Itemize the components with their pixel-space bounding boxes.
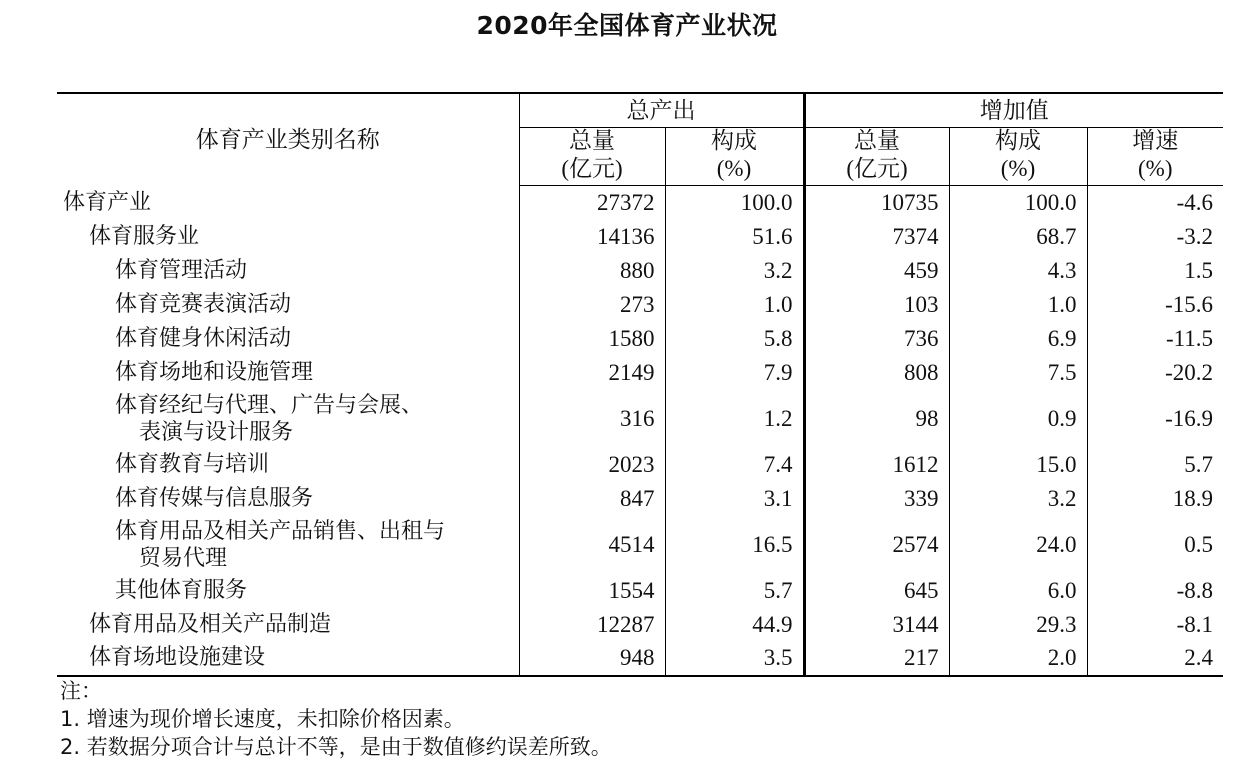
output-share: 5.8 xyxy=(665,322,804,356)
va-total: 339 xyxy=(804,482,949,516)
table-row xyxy=(57,574,1223,608)
va-total: 103 xyxy=(804,288,949,322)
table-row xyxy=(57,186,1223,220)
va-share: 1.0 xyxy=(949,288,1087,322)
page-title: 2020年全国体育产业状况 xyxy=(476,11,778,40)
output-total: 27372 xyxy=(597,189,655,215)
category-header: 体育产业类别名称 xyxy=(57,93,519,186)
va-total: 2574 xyxy=(804,516,949,574)
row-name: 体育健身休闲活动 xyxy=(57,322,519,356)
va-share: 68.7 xyxy=(949,220,1087,254)
output-total: 880 xyxy=(620,257,655,283)
va-total: 808 xyxy=(804,356,949,390)
va-share: 2.0 xyxy=(949,642,1087,676)
va-share: 29.3 xyxy=(949,608,1087,642)
output-total: 1554 xyxy=(608,577,655,603)
output-total: 2023 xyxy=(608,451,655,477)
output-share: 3.2 xyxy=(665,254,804,288)
output-share: 44.9 xyxy=(665,608,804,642)
va-share: 4.3 xyxy=(949,254,1087,288)
va-total: 1612 xyxy=(804,448,949,482)
output-share: 100.0 xyxy=(665,186,804,220)
output-total: 273 xyxy=(620,291,655,317)
header-label: 总量 xyxy=(854,128,900,154)
va-share: 0.9 xyxy=(949,390,1087,448)
output-share: 16.5 xyxy=(665,516,804,574)
table-row xyxy=(57,322,1223,356)
va-total: 3144 xyxy=(804,608,949,642)
row-name: 其他体育服务 xyxy=(57,574,519,608)
table-row xyxy=(57,608,1223,642)
va-total: 645 xyxy=(804,574,949,608)
row-name-continuation: 表演与设计服务 xyxy=(139,419,294,445)
va-growth: 18.9 xyxy=(1087,482,1223,516)
va-growth: 5.7 xyxy=(1087,448,1223,482)
va-growth: -11.5 xyxy=(1087,322,1223,356)
table-row xyxy=(57,220,1223,254)
output-share-header xyxy=(665,128,804,186)
output-share: 7.4 xyxy=(665,448,804,482)
row-name: 体育传媒与信息服务 xyxy=(57,482,519,516)
table-row xyxy=(57,448,1223,482)
va-growth: -8.1 xyxy=(1087,608,1223,642)
row-name: 体育服务业 xyxy=(57,220,519,254)
va-total: 217 xyxy=(804,642,949,676)
output-group-header: 总产出 xyxy=(519,93,804,128)
va-growth: 0.5 xyxy=(1087,516,1223,574)
va-total: 7374 xyxy=(804,220,949,254)
header-unit: (亿元) xyxy=(846,156,908,181)
row-name-cell xyxy=(57,390,519,448)
table-row xyxy=(57,482,1223,516)
header-unit: (亿元) xyxy=(561,156,623,181)
row-name: 体育经纪与代理、广告与会展、 xyxy=(115,392,424,418)
header-unit: (%) xyxy=(1138,156,1173,181)
row-name: 体育产业 xyxy=(57,186,519,220)
output-share: 51.6 xyxy=(665,220,804,254)
va-share: 100.0 xyxy=(949,186,1087,220)
header-label: 构成 xyxy=(711,128,757,154)
va-total: 10735 xyxy=(804,186,949,220)
table-row xyxy=(57,288,1223,322)
table-row xyxy=(57,642,1223,676)
output-share: 5.7 xyxy=(665,574,804,608)
value-added-group-header: 增加值 xyxy=(804,93,1223,128)
output-total: 1580 xyxy=(608,325,655,351)
va-growth: -3.2 xyxy=(1087,220,1223,254)
output-total: 948 xyxy=(519,642,665,676)
va-growth: -8.8 xyxy=(1087,574,1223,608)
va-growth-header xyxy=(1087,128,1223,186)
va-total: 459 xyxy=(804,254,949,288)
output-share: 7.9 xyxy=(665,356,804,390)
va-share: 3.2 xyxy=(949,482,1087,516)
row-name: 体育用品及相关产品制造 xyxy=(57,608,519,642)
notes-label: 注： xyxy=(60,679,102,703)
output-total: 2149 xyxy=(608,359,655,385)
row-name: 体育场地和设施管理 xyxy=(57,356,519,390)
output-total: 316 xyxy=(620,405,655,431)
output-share: 3.5 xyxy=(665,642,804,676)
va-share: 15.0 xyxy=(949,448,1087,482)
output-total: 12287 xyxy=(597,611,655,637)
header-label: 构成 xyxy=(995,128,1041,154)
va-share: 24.0 xyxy=(949,516,1087,574)
sports-industry-table xyxy=(57,92,1223,677)
row-name: 体育教育与培训 xyxy=(57,448,519,482)
va-growth: -4.6 xyxy=(1087,186,1223,220)
row-name-cell xyxy=(57,516,519,574)
va-growth: -16.9 xyxy=(1087,390,1223,448)
header-unit: (%) xyxy=(1000,156,1036,181)
va-growth: 1.5 xyxy=(1087,254,1223,288)
row-name-continuation: 贸易代理 xyxy=(139,545,228,571)
output-share: 1.0 xyxy=(665,288,804,322)
va-share-header xyxy=(949,128,1087,186)
note-2: 2. 若数据分项合计与总计不等，是由于数值修约误差所致。 xyxy=(60,735,612,759)
va-share: 7.5 xyxy=(949,356,1087,390)
va-growth: 2.4 xyxy=(1087,642,1223,676)
va-share: 6.0 xyxy=(949,574,1087,608)
row-name: 体育场地设施建设 xyxy=(57,642,519,676)
header-label: 总量 xyxy=(569,128,615,154)
row-name: 体育竞赛表演活动 xyxy=(57,288,519,322)
table-row xyxy=(57,254,1223,288)
output-share: 3.1 xyxy=(665,482,804,516)
header-unit: (%) xyxy=(716,156,752,181)
va-total: 736 xyxy=(804,322,949,356)
output-total: 847 xyxy=(620,485,655,511)
note-1: 1. 增速为现价增长速度，未扣除价格因素。 xyxy=(60,707,465,731)
output-total-header xyxy=(519,128,665,186)
va-growth: -20.2 xyxy=(1087,356,1223,390)
output-total: 4514 xyxy=(608,531,655,557)
table-row xyxy=(57,516,1223,574)
va-share: 6.9 xyxy=(949,322,1087,356)
va-total-header xyxy=(804,128,949,186)
table-row xyxy=(57,390,1223,448)
row-name: 体育管理活动 xyxy=(57,254,519,288)
table-row xyxy=(57,356,1223,390)
table-notes xyxy=(60,677,612,761)
row-name: 体育用品及相关产品销售、出租与 xyxy=(115,518,446,544)
va-growth: -15.6 xyxy=(1087,288,1223,322)
output-share: 1.2 xyxy=(665,390,804,448)
header-label: 增速 xyxy=(1132,128,1179,154)
va-total: 98 xyxy=(804,390,949,448)
output-total: 14136 xyxy=(597,223,655,249)
